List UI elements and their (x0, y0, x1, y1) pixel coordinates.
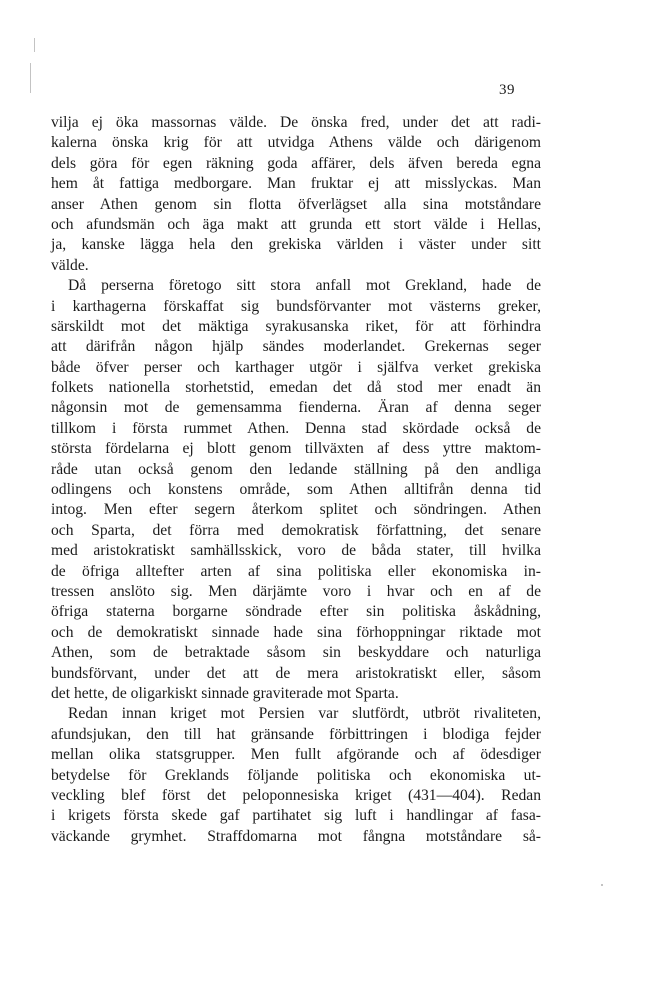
text-line: tressen anslöto sig. Men därjämte voro i hvar och en af de (51, 582, 541, 600)
text-line: råde utan också genom den ledande ställning på den andliga (51, 460, 541, 478)
text-line: betydelse för Greklands följande politiska och ekonomiska ut- (51, 766, 541, 784)
text-line: väckande grymhet. Straffdomarna mot fångna motståndare så- (51, 827, 541, 845)
text-line: odlingens och konstens område, som Athen alltifrån denna tid (51, 481, 541, 499)
margin-speck (30, 63, 31, 93)
text-line: afundsjukan, den till hat gränsande förbittringen i blodiga fejder (51, 725, 541, 743)
text-line: öfriga staterna borgarne söndrade efter sin politiska åskådning, (51, 603, 541, 621)
text-line: och de demokratiskt sinnade hade sina förhoppningar riktade mot (51, 623, 541, 641)
text-line: anser Athen genom sin flotta öfverlägset alla sina motståndare (51, 195, 541, 213)
text-line: det hette, de oligarkiskt sinnade graviterade mot Sparta. (51, 684, 399, 702)
text-line: mellan olika statsgrupper. Men fullt afgörande och af ödesdiger (51, 746, 541, 764)
text-line: Athen, som de betraktade såsom sin beskyddare och naturliga (51, 644, 541, 662)
paragraph-start: Redan innan kriget mot Persien var slutfördt, utbröt rivaliteten, (68, 705, 541, 723)
text-line: och afundsmän och äga makt att grunda ett stort välde i Hellas, (51, 215, 541, 233)
text-line: att därifrån någon hjälp sändes moderlandet. Grekernas seger (51, 338, 541, 356)
body-text (51, 113, 541, 847)
text-line: folkets nationella storhetstid, emedan det då stod mer enadt än (51, 379, 541, 397)
text-line: ja, kanske lägga hela den grekiska världen i väster under sitt (51, 236, 541, 254)
text-line: dels göra för egen räkning goda affärer, dels äfven bereda egna (51, 154, 541, 172)
text-line: veckling blef först det peloponnesiska kriget (431—404). Redan (51, 786, 541, 804)
text-line: i karthagerna förskaffat sig bundsförvanter mot västerns greker, (51, 297, 541, 315)
page-number: 39 (499, 82, 515, 98)
margin-speck (601, 884, 603, 886)
paragraph-start: Då perserna företogo sitt stora anfall mot Grekland, hade de (68, 277, 541, 295)
text-line: hem åt fattiga medborgare. Man fruktar ej att misslyckas. Man (51, 175, 541, 193)
text-line: bundsförvant, under det att de mera aristokratiskt eller, såsom (51, 664, 541, 682)
text-line: både öfver perser och karthager utgör i själfva verket grekiska (51, 358, 541, 376)
text-line: intog. Men efter segern återkom splitet och söndringen. Athen (51, 501, 541, 519)
text-line: i krigets första skede gaf partihatet sig luft i handlingar af fasa- (51, 807, 541, 825)
text-line: de öfriga alltefter arten af sina politiska eller ekonomiska in- (51, 562, 541, 580)
text-line: välde. (51, 256, 89, 274)
text-line: tillkom i första rummet Athen. Denna stad skördade också de (51, 419, 541, 437)
text-line: någonsin mot de gemensamma fienderna. Äran af denna seger (51, 399, 541, 417)
text-line: med aristokratiskt samhällsskick, voro de båda stater, till hvilka (51, 542, 541, 560)
text-line: vilja ej öka massornas välde. De önska fred, under det att radi- (51, 114, 541, 131)
text-line: och Sparta, det förra med demokratisk författning, det senare (51, 521, 541, 539)
text-line: största fördelarna ej blott genom tillväxten af dess yttre maktom- (51, 440, 541, 458)
margin-speck (34, 38, 35, 52)
text-line: kalerna önska krig för att utvidga Athens välde och därigenom (51, 134, 541, 152)
text-line: särskildt mot det mäktiga syrakusanska riket, för att förhindra (51, 317, 541, 335)
